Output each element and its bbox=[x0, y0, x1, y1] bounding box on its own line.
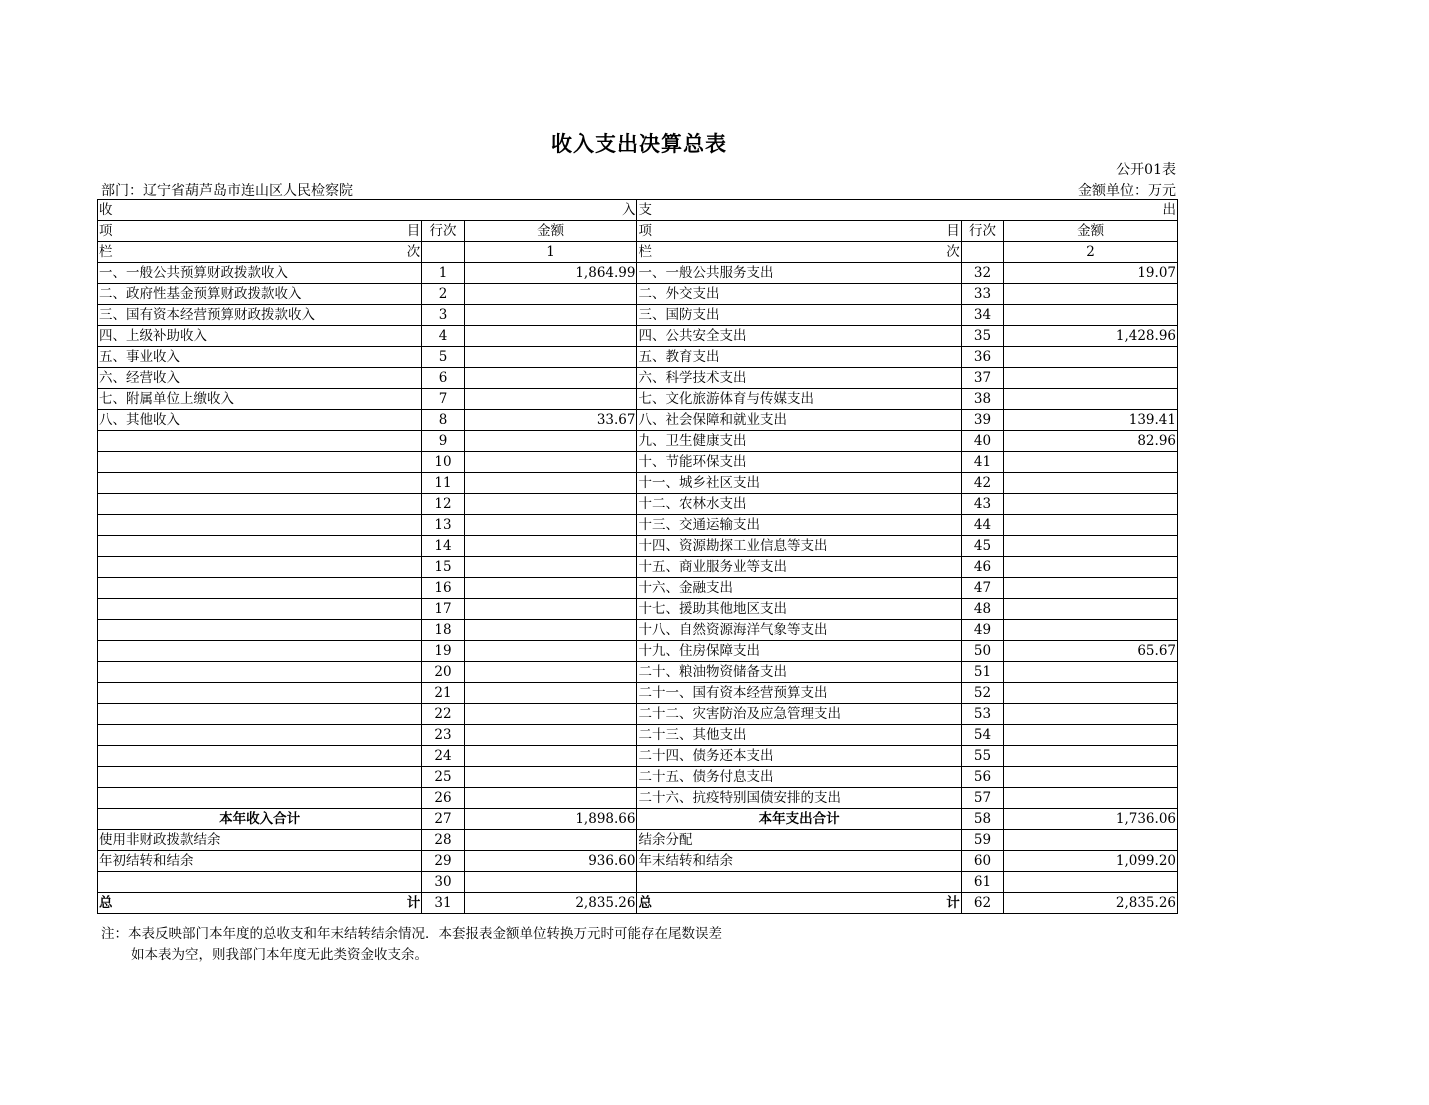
income-amount: 2,835.26 bbox=[464, 893, 637, 914]
income-item-name: 总计 bbox=[98, 893, 422, 914]
table-row bbox=[98, 662, 1178, 683]
expense-amount bbox=[1004, 767, 1178, 788]
expense-amount bbox=[1004, 599, 1178, 620]
income-line-number: 10 bbox=[422, 452, 464, 473]
header-row-column-index bbox=[98, 242, 1178, 263]
expense-amount: 139.41 bbox=[1004, 410, 1178, 431]
income-line-number: 27 bbox=[422, 809, 464, 830]
expense-item-name: 六、科学技术支出 bbox=[637, 368, 961, 389]
income-amount bbox=[464, 389, 637, 410]
table-row bbox=[98, 641, 1178, 662]
income-line-number: 13 bbox=[422, 515, 464, 536]
income-line-index-empty bbox=[422, 242, 464, 263]
income-line-number: 19 bbox=[422, 641, 464, 662]
income-item-name: 四、上级补助收入 bbox=[98, 326, 422, 347]
expense-line-number: 35 bbox=[961, 326, 1003, 347]
income-item-name bbox=[98, 599, 422, 620]
header-row-columns bbox=[98, 221, 1178, 242]
income-item-name bbox=[98, 767, 422, 788]
income-amount bbox=[464, 326, 637, 347]
footnote-line-1: 注：本表反映部门本年度的总收支和年末结转结余情况．本套报表金额单位转换万元时可能存在尾数误差 bbox=[101, 926, 722, 942]
income-item-name bbox=[98, 641, 422, 662]
income-line-number: 26 bbox=[422, 788, 464, 809]
income-item-name bbox=[98, 578, 422, 599]
income-amount bbox=[464, 641, 637, 662]
expense-amount bbox=[1004, 515, 1178, 536]
expense-item-name: 二十三、其他支出 bbox=[637, 725, 961, 746]
expense-amount bbox=[1004, 620, 1178, 641]
table-row bbox=[98, 494, 1178, 515]
expense-item-name: 二十四、债务还本支出 bbox=[637, 746, 961, 767]
income-line-number: 12 bbox=[422, 494, 464, 515]
income-amount bbox=[464, 725, 637, 746]
income-item-name bbox=[98, 683, 422, 704]
expense-item-name: 七、文化旅游体育与传媒支出 bbox=[637, 389, 961, 410]
table-row bbox=[98, 725, 1178, 746]
income-line-number: 11 bbox=[422, 473, 464, 494]
table-row bbox=[98, 746, 1178, 767]
income-amount bbox=[464, 620, 637, 641]
income-line-number: 8 bbox=[422, 410, 464, 431]
income-amount: 936.60 bbox=[464, 851, 637, 872]
expense-amount: 65.67 bbox=[1004, 641, 1178, 662]
income-line-number: 1 bbox=[422, 263, 464, 284]
income-amount bbox=[464, 515, 637, 536]
expense-amount bbox=[1004, 452, 1178, 473]
expense-line-index-empty bbox=[961, 242, 1003, 263]
table-row bbox=[98, 536, 1178, 557]
income-line-number: 23 bbox=[422, 725, 464, 746]
expense-amount bbox=[1004, 284, 1178, 305]
income-amount bbox=[464, 872, 637, 893]
income-item-name bbox=[98, 473, 422, 494]
expense-item-name: 十八、自然资源海洋气象等支出 bbox=[637, 620, 961, 641]
expense-line-number: 43 bbox=[961, 494, 1003, 515]
income-item-header: 项目 bbox=[98, 221, 422, 242]
table-row bbox=[98, 872, 1178, 893]
expense-amount bbox=[1004, 389, 1178, 410]
total-row bbox=[98, 893, 1178, 914]
table-row bbox=[98, 452, 1178, 473]
expense-line-number: 51 bbox=[961, 662, 1003, 683]
expense-line-number: 45 bbox=[961, 536, 1003, 557]
income-item-name bbox=[98, 431, 422, 452]
table-row bbox=[98, 389, 1178, 410]
expense-item-name: 十六、金融支出 bbox=[637, 578, 961, 599]
expense-line-number: 46 bbox=[961, 557, 1003, 578]
table-row bbox=[98, 683, 1178, 704]
expense-line-header: 行次 bbox=[961, 221, 1003, 242]
income-line-number: 29 bbox=[422, 851, 464, 872]
income-item-name: 三、国有资本经营预算财政拨款收入 bbox=[98, 305, 422, 326]
income-amount bbox=[464, 494, 637, 515]
expense-item-name: 二十、粮油物资储备支出 bbox=[637, 662, 961, 683]
expense-item-name: 九、卫生健康支出 bbox=[637, 431, 961, 452]
expense-column-number: 2 bbox=[1004, 242, 1178, 263]
subtotal-row bbox=[98, 809, 1178, 830]
expense-item-name: 十三、交通运输支出 bbox=[637, 515, 961, 536]
income-amount: 1,898.66 bbox=[464, 809, 637, 830]
expense-line-number: 54 bbox=[961, 725, 1003, 746]
expense-amount: 1,428.96 bbox=[1004, 326, 1178, 347]
expense-line-number: 59 bbox=[961, 830, 1003, 851]
expense-line-number: 41 bbox=[961, 452, 1003, 473]
income-line-number: 14 bbox=[422, 536, 464, 557]
expense-amount bbox=[1004, 704, 1178, 725]
income-amount bbox=[464, 704, 637, 725]
expense-amount bbox=[1004, 473, 1178, 494]
table-row bbox=[98, 515, 1178, 536]
table-row bbox=[98, 599, 1178, 620]
income-item-name bbox=[98, 452, 422, 473]
income-item-name bbox=[98, 494, 422, 515]
income-amount bbox=[464, 746, 637, 767]
expense-item-name bbox=[637, 872, 961, 893]
income-amount bbox=[464, 473, 637, 494]
table-row bbox=[98, 410, 1178, 431]
expense-line-number: 37 bbox=[961, 368, 1003, 389]
income-amount bbox=[464, 284, 637, 305]
expense-line-number: 56 bbox=[961, 767, 1003, 788]
income-amount bbox=[464, 536, 637, 557]
income-line-number: 18 bbox=[422, 620, 464, 641]
expense-item-name: 十一、城乡社区支出 bbox=[637, 473, 961, 494]
expense-item-header: 项目 bbox=[637, 221, 961, 242]
expense-item-name: 一、一般公共服务支出 bbox=[637, 263, 961, 284]
income-amount bbox=[464, 599, 637, 620]
expense-line-number: 52 bbox=[961, 683, 1003, 704]
income-expense-table bbox=[97, 199, 1178, 914]
expense-amount bbox=[1004, 557, 1178, 578]
expense-item-name: 八、社会保障和就业支出 bbox=[637, 410, 961, 431]
expense-amount bbox=[1004, 578, 1178, 599]
table-row bbox=[98, 767, 1178, 788]
income-line-number: 30 bbox=[422, 872, 464, 893]
expense-line-number: 58 bbox=[961, 809, 1003, 830]
expense-amount bbox=[1004, 368, 1178, 389]
income-item-name: 七、附属单位上缴收入 bbox=[98, 389, 422, 410]
table-row bbox=[98, 347, 1178, 368]
expense-column-index-label: 栏次 bbox=[637, 242, 961, 263]
table-row bbox=[98, 578, 1178, 599]
expense-item-name: 二十六、抗疫特别国债安排的支出 bbox=[637, 788, 961, 809]
expense-amount: 82.96 bbox=[1004, 431, 1178, 452]
expense-amount bbox=[1004, 683, 1178, 704]
expense-amount: 19.07 bbox=[1004, 263, 1178, 284]
income-line-number: 21 bbox=[422, 683, 464, 704]
table-row bbox=[98, 473, 1178, 494]
table-row bbox=[98, 788, 1178, 809]
expense-line-number: 50 bbox=[961, 641, 1003, 662]
income-line-number: 3 bbox=[422, 305, 464, 326]
expense-line-number: 55 bbox=[961, 746, 1003, 767]
income-line-number: 24 bbox=[422, 746, 464, 767]
income-item-name bbox=[98, 557, 422, 578]
expense-item-name: 总计 bbox=[637, 893, 961, 914]
expense-item-name: 二十一、国有资本经营预算支出 bbox=[637, 683, 961, 704]
footnote bbox=[101, 924, 722, 966]
expense-amount bbox=[1004, 725, 1178, 746]
expense-amount bbox=[1004, 662, 1178, 683]
expense-line-number: 57 bbox=[961, 788, 1003, 809]
expense-line-number: 62 bbox=[961, 893, 1003, 914]
income-amount bbox=[464, 431, 637, 452]
table-row bbox=[98, 284, 1178, 305]
expense-item-name: 二十二、灾害防治及应急管理支出 bbox=[637, 704, 961, 725]
income-item-name bbox=[98, 515, 422, 536]
income-amount bbox=[464, 767, 637, 788]
expense-item-name: 三、国防支出 bbox=[637, 305, 961, 326]
page-title: 收入支出决算总表 bbox=[551, 132, 727, 156]
expense-amount: 1,099.20 bbox=[1004, 851, 1178, 872]
expense-item-name: 年末结转和结余 bbox=[637, 851, 961, 872]
expense-line-number: 61 bbox=[961, 872, 1003, 893]
expense-line-number: 33 bbox=[961, 284, 1003, 305]
expense-item-name: 结余分配 bbox=[637, 830, 961, 851]
table-row bbox=[98, 830, 1178, 851]
table-row bbox=[98, 851, 1178, 872]
expense-amount-header: 金额 bbox=[1004, 221, 1178, 242]
income-line-number: 7 bbox=[422, 389, 464, 410]
expense-line-number: 38 bbox=[961, 389, 1003, 410]
income-item-name bbox=[98, 788, 422, 809]
income-line-number: 9 bbox=[422, 431, 464, 452]
expense-item-name: 五、教育支出 bbox=[637, 347, 961, 368]
expense-item-name: 十、节能环保支出 bbox=[637, 452, 961, 473]
table-row bbox=[98, 263, 1178, 284]
expense-item-name: 四、公共安全支出 bbox=[637, 326, 961, 347]
income-amount bbox=[464, 305, 637, 326]
expense-line-number: 40 bbox=[961, 431, 1003, 452]
table-row bbox=[98, 326, 1178, 347]
expense-amount bbox=[1004, 788, 1178, 809]
expense-line-number: 60 bbox=[961, 851, 1003, 872]
expense-line-number: 39 bbox=[961, 410, 1003, 431]
expense-section-header: 支出 bbox=[637, 200, 1178, 221]
table-row bbox=[98, 620, 1178, 641]
expense-amount bbox=[1004, 536, 1178, 557]
income-item-name: 一、一般公共预算财政拨款收入 bbox=[98, 263, 422, 284]
table-row bbox=[98, 305, 1178, 326]
table-row bbox=[98, 557, 1178, 578]
income-item-name: 年初结转和结余 bbox=[98, 851, 422, 872]
income-line-number: 28 bbox=[422, 830, 464, 851]
expense-item-name: 二十五、债务付息支出 bbox=[637, 767, 961, 788]
expense-item-name: 十九、住房保障支出 bbox=[637, 641, 961, 662]
income-item-name bbox=[98, 704, 422, 725]
footnote-line-2: 如本表为空，则我部门本年度无此类资金收支余。 bbox=[131, 947, 428, 963]
expense-amount: 1,736.06 bbox=[1004, 809, 1178, 830]
expense-line-number: 44 bbox=[961, 515, 1003, 536]
amount-unit-label: 金额单位：万元 bbox=[1078, 183, 1176, 199]
expense-amount bbox=[1004, 746, 1178, 767]
expense-line-number: 48 bbox=[961, 599, 1003, 620]
income-item-name bbox=[98, 872, 422, 893]
income-line-number: 2 bbox=[422, 284, 464, 305]
income-item-name bbox=[98, 746, 422, 767]
header-row-section bbox=[98, 200, 1178, 221]
income-column-index-label: 栏次 bbox=[98, 242, 422, 263]
income-amount bbox=[464, 452, 637, 473]
income-amount bbox=[464, 788, 637, 809]
income-amount bbox=[464, 347, 637, 368]
income-item-name: 本年收入合计 bbox=[98, 809, 422, 830]
expense-amount bbox=[1004, 872, 1178, 893]
income-item-name: 使用非财政拨款结余 bbox=[98, 830, 422, 851]
expense-item-name: 十二、农林水支出 bbox=[637, 494, 961, 515]
expense-item-name: 十七、援助其他地区支出 bbox=[637, 599, 961, 620]
expense-line-number: 34 bbox=[961, 305, 1003, 326]
income-item-name bbox=[98, 725, 422, 746]
income-amount-header: 金额 bbox=[464, 221, 637, 242]
income-item-name: 二、政府性基金预算财政拨款收入 bbox=[98, 284, 422, 305]
expense-amount bbox=[1004, 347, 1178, 368]
expense-item-name: 本年支出合计 bbox=[637, 809, 961, 830]
form-number: 公开01表 bbox=[1116, 162, 1176, 178]
income-line-number: 6 bbox=[422, 368, 464, 389]
expense-line-number: 36 bbox=[961, 347, 1003, 368]
table-row bbox=[98, 368, 1178, 389]
expense-amount bbox=[1004, 305, 1178, 326]
income-line-header: 行次 bbox=[422, 221, 464, 242]
income-line-number: 17 bbox=[422, 599, 464, 620]
department-label: 部门：辽宁省葫芦岛市连山区人民检察院 bbox=[101, 183, 353, 199]
table-row bbox=[98, 704, 1178, 725]
expense-item-name: 十四、资源勘探工业信息等支出 bbox=[637, 536, 961, 557]
income-section-header: 收入 bbox=[98, 200, 637, 221]
expense-line-number: 42 bbox=[961, 473, 1003, 494]
income-line-number: 16 bbox=[422, 578, 464, 599]
income-amount: 1,864.99 bbox=[464, 263, 637, 284]
expense-amount bbox=[1004, 494, 1178, 515]
income-item-name: 八、其他收入 bbox=[98, 410, 422, 431]
income-item-name: 六、经营收入 bbox=[98, 368, 422, 389]
expense-amount: 2,835.26 bbox=[1004, 893, 1178, 914]
income-line-number: 15 bbox=[422, 557, 464, 578]
income-line-number: 22 bbox=[422, 704, 464, 725]
income-amount bbox=[464, 662, 637, 683]
income-amount bbox=[464, 683, 637, 704]
expense-amount bbox=[1004, 830, 1178, 851]
income-line-number: 31 bbox=[422, 893, 464, 914]
expense-line-number: 32 bbox=[961, 263, 1003, 284]
income-amount: 33.67 bbox=[464, 410, 637, 431]
income-line-number: 25 bbox=[422, 767, 464, 788]
expense-item-name: 二、外交支出 bbox=[637, 284, 961, 305]
expense-item-name: 十五、商业服务业等支出 bbox=[637, 557, 961, 578]
income-item-name bbox=[98, 536, 422, 557]
income-amount bbox=[464, 830, 637, 851]
income-line-number: 20 bbox=[422, 662, 464, 683]
table-row bbox=[98, 431, 1178, 452]
income-amount bbox=[464, 578, 637, 599]
income-amount bbox=[464, 557, 637, 578]
income-amount bbox=[464, 368, 637, 389]
expense-line-number: 53 bbox=[961, 704, 1003, 725]
income-line-number: 5 bbox=[422, 347, 464, 368]
income-item-name bbox=[98, 662, 422, 683]
income-item-name bbox=[98, 620, 422, 641]
expense-line-number: 47 bbox=[961, 578, 1003, 599]
income-item-name: 五、事业收入 bbox=[98, 347, 422, 368]
income-column-number: 1 bbox=[464, 242, 637, 263]
income-line-number: 4 bbox=[422, 326, 464, 347]
expense-line-number: 49 bbox=[961, 620, 1003, 641]
